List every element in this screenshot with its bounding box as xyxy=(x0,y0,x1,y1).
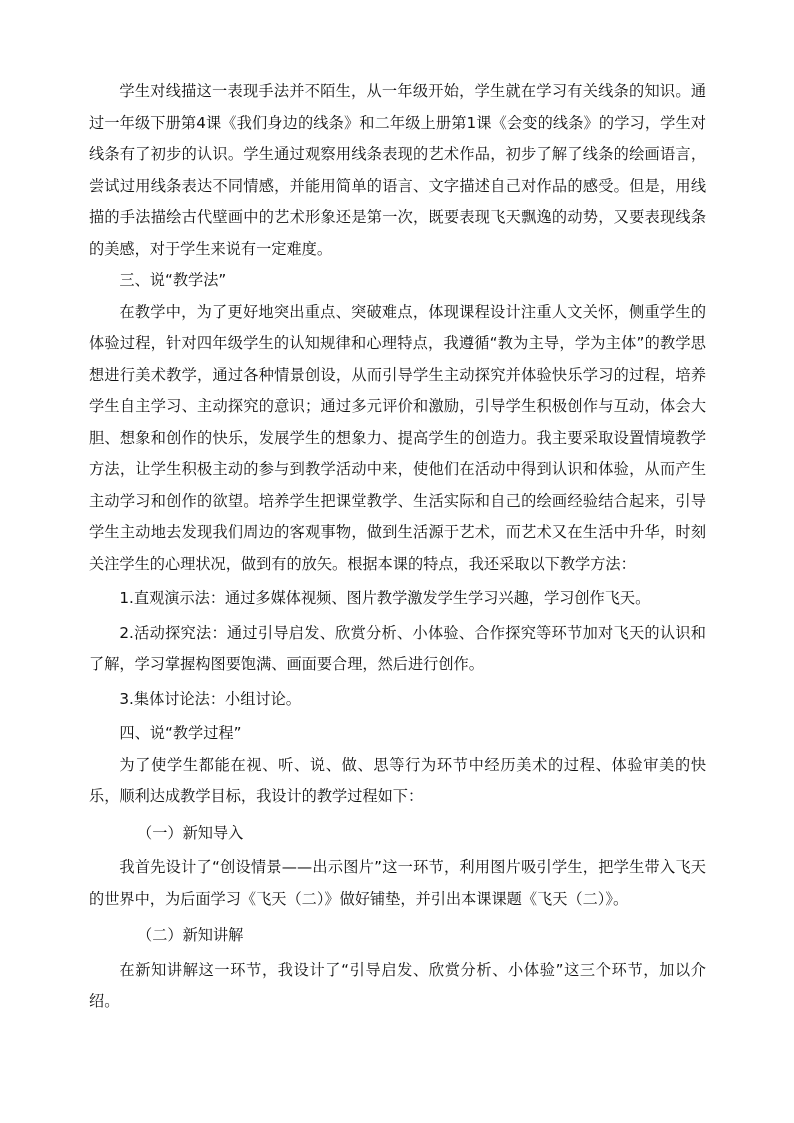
paragraph-new-knowledge-explanation: 在新知讲解这一环节，我设计了“引导启发、欣赏分析、小体验”这三个环节，加以介绍。 xyxy=(89,960,706,1010)
method-item-activity-exploration: 2.活动探究法：通过引导启发、欣赏分析、小体验、合作探究等环节加对飞天的认识和了解，学习掌握构图要饱满、画面要合理，然后进行创作。 xyxy=(89,623,706,673)
method-item-demonstration: 1.直观演示法：通过多媒体视频、图片教学激发学生学习兴趣，学习创作飞天。 xyxy=(119,589,651,607)
method-item-group-discussion: 3.集体讨论法：小组讨论。 xyxy=(119,689,301,708)
section-heading-teaching-process: 四、说“教学过程” xyxy=(119,724,242,742)
subheading-new-knowledge-explanation: （二）新知讲解 xyxy=(137,926,244,944)
document-body xyxy=(89,76,706,1018)
paragraph-teaching-method: 在教学中，为了更好地突出重点、突破难点，体现课程设计注重人文关怀，侧重学生的体验过程，针对四年级学生的认知规律和心理特点，我遵循“教为主导，学为主体”的教学思想进行美术教学，通过各种情景创设，从而引导学生主动探究并体验快乐学习的过程，培养学生自主学习、主动探究的意识；通过多元评价和激励，引导学生积极创作与互动，体会大胆、想象和创作的快乐，发展学生的想象力、提高学生的创造力。我主要采取设置情境教学方法，让学生积极主动的参与到教学活动中来，使他们在活动中得到认识和体验，从而产生主动学习和创作的欲望。培养学生把课堂教学、生活实际和自己的绘画经验结合起来，引导学生主动地去发现我们周边的客观事物，做到生活源于艺术，而艺术又在生活中升华，时刻关注学生的心理状况，做到有的放矢。根据本课的特点，我还采取以下教学方法： xyxy=(89,302,706,573)
paragraph-teaching-process-intro: 为了使学生都能在视、听、说、做、思等行为环节中经历美术的过程、体验审美的快乐，顺利达成教学目标，我设计的教学过程如下： xyxy=(89,755,706,805)
subheading-new-knowledge-intro: （一）新知导入 xyxy=(137,823,244,842)
section-heading-teaching-method: 三、说“教学法” xyxy=(119,271,227,289)
paragraph-student-line-drawing: 学生对线描这一表现手法并不陌生，从一年级开始，学生就在学习有关线条的知识。通过一年级下册第4课《我们身边的线条》和二年级上册第1课《会变的线条》的学习，学生对线条有了初步的认识。学生通过观察用线条表现的艺术作品，初步了解了线条的绘画语言，尝试过用线条表达不同情感，并能用简单的语言、文字描述自己对作品的感受。但是，用线描的手法描绘古代壁画中的艺术形象还是第一次，既要表现飞天飘逸的动势，又要表现线条的美感，对于学生来说有一定难度。 xyxy=(89,82,706,258)
paragraph-new-knowledge-intro: 我首先设计了“创设情景——出示图片”这一环节，利用图片吸引学生，把学生带入飞天的世界中，为后面学习《飞天（二）》做好铺垫，并引出本课课题《飞天（二）》。 xyxy=(89,858,706,908)
